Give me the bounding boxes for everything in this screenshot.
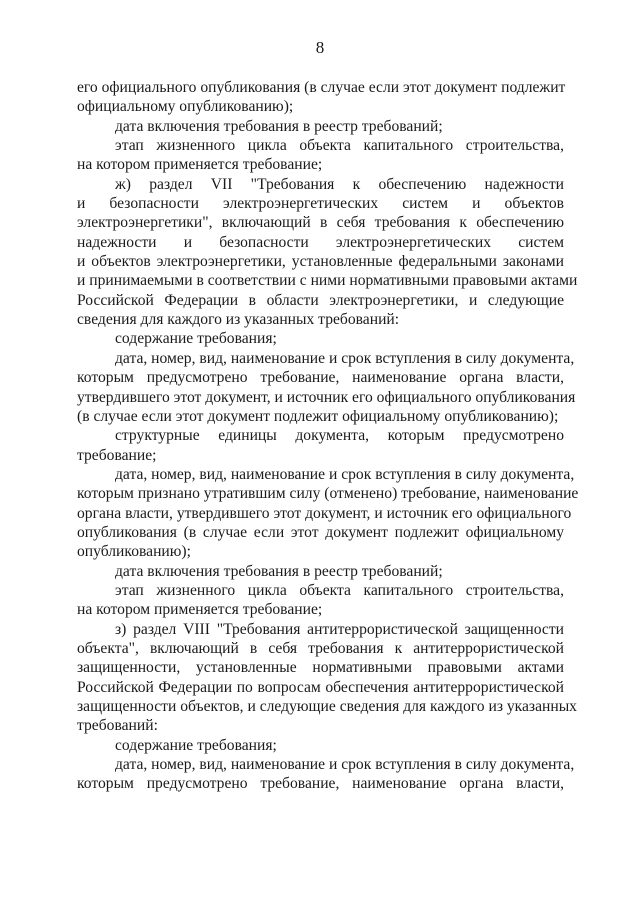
text-line: ж) раздел VII "Требования к обеспечению надежности xyxy=(115,175,564,193)
text-line: требований: xyxy=(77,717,158,735)
text-line: которым предусмотрено требование, наименование органа власти, xyxy=(77,369,564,387)
text-line: которым признано утратившим силу (отменено) требование, наименование xyxy=(77,485,579,503)
text-line: объекта", включающий в себя требования к антитеррористической xyxy=(77,639,564,657)
text-line: Российской Федерации в области электроэнергетики, и следующие xyxy=(77,291,564,309)
text-line: и принимаемыми в соответствии с ними нормативными правовыми актами xyxy=(77,272,578,290)
text-line: электроэнергетики", включающий в себя требования к обеспечению xyxy=(77,214,564,232)
text-line: органа власти, утвердившего этот документ, и источник его официального xyxy=(77,504,572,522)
text-line: Российской Федерации по вопросам обеспечения антитеррористической xyxy=(77,678,564,696)
text-line: сведения для каждого из указанных требований: xyxy=(77,311,400,329)
text-line: на котором применяется требование; xyxy=(77,601,323,619)
text-line: и безопасности электроэнергетических систем и объектов xyxy=(77,195,564,213)
text-line: которым предусмотрено требование, наименование органа власти, xyxy=(77,775,564,793)
document-body xyxy=(77,78,579,794)
text-line: дата включения требования в реестр требований; xyxy=(115,562,443,580)
text-line: дата, номер, вид, наименование и срок вступления в силу документа, xyxy=(115,756,575,774)
text-line: надежности и безопасности электроэнергетических систем xyxy=(77,233,564,251)
text-line: дата, номер, вид, наименование и срок вступления в силу документа, xyxy=(115,349,575,367)
text-line: дата, номер, вид, наименование и срок вступления в силу документа, xyxy=(115,465,575,483)
text-line: содержание требования; xyxy=(115,330,277,348)
text-line: опубликованию); xyxy=(77,543,191,561)
text-line: официальному опубликованию); xyxy=(77,98,294,116)
text-line: утвердившего этот документ, и источник его официального опубликования xyxy=(77,388,576,406)
text-line: его официального опубликования (в случае если этот документ подлежит xyxy=(77,79,566,96)
text-line: содержание требования; xyxy=(115,736,277,754)
text-line: защищенности объектов, и следующие сведения для каждого из указанных xyxy=(77,698,577,715)
text-line: требование; xyxy=(77,446,157,464)
text-line: структурные единицы документа, которым предусмотрено xyxy=(115,427,564,445)
text-line: защищенности, установленные нормативными правовыми актами xyxy=(77,659,564,677)
text-line: дата включения требования в реестр требований; xyxy=(115,117,443,135)
text-line: этап жизненного цикла объекта капитального строительства, xyxy=(115,137,564,155)
text-line: (в случае если этот документ подлежит официальному опубликованию); xyxy=(77,407,559,425)
text-line: и объектов электроэнергетики, установленные федеральными законами xyxy=(77,253,564,271)
text-line: этап жизненного цикла объекта капитального строительства, xyxy=(115,581,564,599)
text-line: на котором применяется требование; xyxy=(77,156,323,174)
text-line: з) раздел VIII "Требования антитеррористической защищенности xyxy=(115,620,564,638)
page-number: 8 xyxy=(315,38,325,57)
text-line: опубликования (в случае если этот документ подлежит официальному xyxy=(77,523,564,541)
